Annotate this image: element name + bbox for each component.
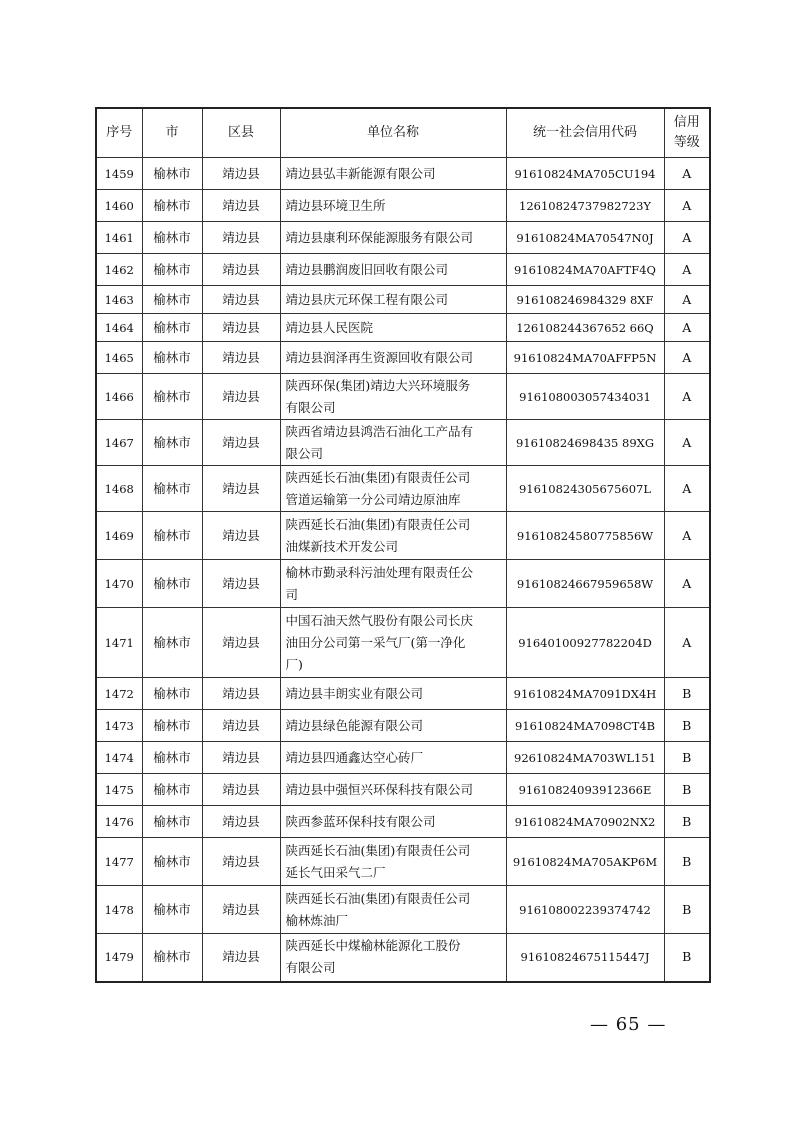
cell-index: 1468 [96,466,142,512]
cell-index: 1476 [96,806,142,838]
cell-unit-name [280,560,506,608]
cell-city: 榆林市 [142,190,202,222]
cell-index: 1470 [96,560,142,608]
unit-name-line: 陕西延长石油(集团)有限责任公司 [285,469,471,485]
unit-name-line: 靖边县鹏润废旧回收有限公司 [285,261,449,277]
unit-name-line: 陕西延长中煤榆林能源化工股份 [285,938,461,954]
cell-unit-name [280,608,506,678]
cell-city: 榆林市 [142,314,202,342]
cell-unit-name [280,774,506,806]
cell-credit-code: 91610824MA705CU194 [506,158,664,190]
cell-index: 1469 [96,512,142,560]
cell-credit-code: 916108002239374742 [506,886,664,934]
cell-city: 榆林市 [142,678,202,710]
cell-credit-code: 91610824MA70AFFP5N [506,342,664,374]
cell-county: 靖边县 [202,158,280,190]
table-row [96,158,710,190]
cell-index: 1462 [96,254,142,286]
header-unit-name: 单位名称 [280,108,506,158]
cell-credit-code: 916108246984329 8XF [506,286,664,314]
table-row [96,374,710,420]
table-header-row [96,108,710,158]
unit-name-line: 靖边县绿色能源有限公司 [285,717,424,733]
table-body [96,158,710,982]
unit-name-line: 靖边县人民医院 [285,319,374,335]
table-row [96,190,710,222]
cell-county: 靖边县 [202,838,280,886]
unit-name-line: 榆林炼油厂 [285,912,349,928]
cell-credit-grade: A [664,190,710,222]
unit-name-line: 陕西延长石油(集团)有限责任公司 [285,516,471,532]
cell-credit-grade: A [664,608,710,678]
cell-credit-code: 91610824093912366E [506,774,664,806]
table-row [96,608,710,678]
table-row [96,314,710,342]
table-row [96,710,710,742]
unit-name-line: 陕西延长石油(集团)有限责任公司 [285,890,471,906]
header-city: 市 [142,108,202,158]
unit-name-line: 靖边县环境卫生所 [285,197,386,213]
cell-unit-name [280,420,506,466]
table-row [96,934,710,982]
cell-credit-grade: A [664,158,710,190]
cell-credit-grade: A [664,374,710,420]
unit-name-line: 靖边县庆元环保工程有限公司 [285,291,449,307]
cell-index: 1478 [96,886,142,934]
cell-credit-code: 91610824MA70547N0J [506,222,664,254]
page-number: — 65 — [590,1014,667,1035]
cell-credit-grade: B [664,774,710,806]
table-row [96,774,710,806]
cell-county: 靖边县 [202,466,280,512]
cell-city: 榆林市 [142,934,202,982]
cell-city: 榆林市 [142,608,202,678]
cell-index: 1474 [96,742,142,774]
cell-county: 靖边县 [202,774,280,806]
cell-credit-grade: B [664,806,710,838]
cell-index: 1463 [96,286,142,314]
cell-county: 靖边县 [202,886,280,934]
cell-unit-name [280,838,506,886]
cell-credit-code: 12610824737982723Y [506,190,664,222]
cell-county: 靖边县 [202,222,280,254]
header-credit-code: 统一社会信用代码 [506,108,664,158]
cell-credit-code: 92610824MA703WL151 [506,742,664,774]
table-row [96,742,710,774]
table-row [96,806,710,838]
cell-credit-grade: B [664,742,710,774]
unit-name-line: 陕西省靖边县鸿浩石油化工产品有 [285,423,474,439]
table-row [96,342,710,374]
cell-city: 榆林市 [142,374,202,420]
unit-name-line: 靖边县中强恒兴环保科技有限公司 [285,781,474,797]
cell-unit-name [280,314,506,342]
cell-city: 榆林市 [142,560,202,608]
cell-credit-code: 91610824698435 89XG [506,420,664,466]
cell-credit-grade: B [664,886,710,934]
table-row [96,420,710,466]
cell-county: 靖边县 [202,342,280,374]
cell-county: 靖边县 [202,678,280,710]
cell-county: 靖边县 [202,608,280,678]
cell-credit-code: 126108244367652 66Q [506,314,664,342]
cell-city: 榆林市 [142,838,202,886]
cell-index: 1466 [96,374,142,420]
unit-name-line: 靖边县润泽再生资源回收有限公司 [285,349,474,365]
cell-county: 靖边县 [202,512,280,560]
cell-unit-name [280,374,506,420]
cell-unit-name [280,342,506,374]
unit-name-line: 靖边县丰朗实业有限公司 [285,685,424,701]
cell-credit-code: 91610824MA705AKP6M [506,838,664,886]
unit-name-line: 陕西环保(集团)靖边大兴环境服务 [285,377,471,393]
unit-name-line: 陕西延长石油(集团)有限责任公司 [285,842,471,858]
table-row [96,838,710,886]
table-row [96,254,710,286]
cell-credit-grade: B [664,838,710,886]
cell-city: 榆林市 [142,710,202,742]
cell-city: 榆林市 [142,466,202,512]
cell-index: 1459 [96,158,142,190]
cell-city: 榆林市 [142,420,202,466]
cell-credit-code: 91610824MA7098CT4B [506,710,664,742]
cell-index: 1473 [96,710,142,742]
cell-unit-name [280,222,506,254]
cell-credit-code: 91610824MA7091DX4H [506,678,664,710]
cell-city: 榆林市 [142,806,202,838]
cell-county: 靖边县 [202,254,280,286]
cell-index: 1461 [96,222,142,254]
cell-credit-grade: B [664,678,710,710]
cell-credit-code: 91610824580775856W [506,512,664,560]
cell-county: 靖边县 [202,314,280,342]
unit-name-line: 厂) [285,656,303,672]
credit-table-container [95,107,709,983]
cell-credit-code: 91610824675115447J [506,934,664,982]
cell-unit-name [280,934,506,982]
table-row [96,678,710,710]
cell-county: 靖边县 [202,934,280,982]
table-row [96,886,710,934]
cell-county: 靖边县 [202,806,280,838]
cell-unit-name [280,286,506,314]
cell-unit-name [280,254,506,286]
cell-city: 榆林市 [142,286,202,314]
credit-rating-table [95,107,711,983]
unit-name-line: 管道运输第一分公司靖边原油库 [285,491,461,507]
cell-unit-name [280,158,506,190]
cell-unit-name [280,466,506,512]
cell-index: 1475 [96,774,142,806]
cell-credit-grade: A [664,466,710,512]
cell-credit-code: 916108003057434031 [506,374,664,420]
cell-index: 1477 [96,838,142,886]
cell-index: 1472 [96,678,142,710]
cell-county: 靖边县 [202,190,280,222]
cell-credit-grade: A [664,222,710,254]
table-row [96,222,710,254]
cell-unit-name [280,806,506,838]
cell-credit-grade: A [664,560,710,608]
cell-unit-name [280,742,506,774]
table-row [96,512,710,560]
unit-name-line: 中国石油天然气股份有限公司长庆 [285,612,474,628]
cell-unit-name [280,886,506,934]
cell-index: 1471 [96,608,142,678]
unit-name-line: 靖边县康利环保能源服务有限公司 [285,229,474,245]
cell-credit-grade: A [664,314,710,342]
unit-name-line: 延长气田采气二厂 [285,864,386,880]
header-grade-line1: 信用 [673,115,700,130]
cell-city: 榆林市 [142,158,202,190]
table-row [96,466,710,512]
table-row [96,560,710,608]
cell-city: 榆林市 [142,342,202,374]
unit-name-line: 榆林市勤录科污油处理有限责任公 [285,564,474,580]
cell-unit-name [280,710,506,742]
unit-name-line: 陕西参蓝环保科技有限公司 [285,813,436,829]
table-row [96,286,710,314]
cell-credit-grade: A [664,420,710,466]
unit-name-line: 油煤新技术开发公司 [285,538,399,554]
cell-index: 1479 [96,934,142,982]
cell-county: 靖边县 [202,374,280,420]
header-county: 区县 [202,108,280,158]
unit-name-line: 限公司 [285,445,324,461]
cell-credit-code: 91610824MA70AFTF4Q [506,254,664,286]
cell-credit-grade: A [664,342,710,374]
cell-county: 靖边县 [202,420,280,466]
cell-credit-grade: B [664,710,710,742]
cell-county: 靖边县 [202,710,280,742]
cell-city: 榆林市 [142,222,202,254]
cell-city: 榆林市 [142,512,202,560]
cell-city: 榆林市 [142,886,202,934]
cell-county: 靖边县 [202,560,280,608]
cell-city: 榆林市 [142,254,202,286]
cell-city: 榆林市 [142,774,202,806]
cell-county: 靖边县 [202,742,280,774]
header-credit-grade [664,108,710,158]
cell-credit-code: 91640100927782204D [506,608,664,678]
unit-name-line: 油田分公司第一采气厂(第一净化 [285,634,466,650]
unit-name-line: 有限公司 [285,960,336,976]
cell-county: 靖边县 [202,286,280,314]
cell-credit-code: 91610824MA70902NX2 [506,806,664,838]
cell-index: 1465 [96,342,142,374]
unit-name-line: 司 [285,586,299,602]
cell-credit-grade: A [664,286,710,314]
cell-index: 1467 [96,420,142,466]
cell-unit-name [280,190,506,222]
cell-credit-grade: A [664,254,710,286]
cell-city: 榆林市 [142,742,202,774]
cell-credit-code: 91610824305675607L [506,466,664,512]
unit-name-line: 靖边县弘丰新能源有限公司 [285,165,436,181]
cell-index: 1460 [96,190,142,222]
cell-index: 1464 [96,314,142,342]
cell-unit-name [280,678,506,710]
cell-credit-code: 91610824667959658W [506,560,664,608]
unit-name-line: 靖边县四通鑫达空心砖厂 [285,749,424,765]
header-grade-line2: 等级 [673,135,700,150]
cell-unit-name [280,512,506,560]
cell-credit-grade: B [664,934,710,982]
header-index: 序号 [96,108,142,158]
unit-name-line: 有限公司 [285,399,336,415]
cell-credit-grade: A [664,512,710,560]
